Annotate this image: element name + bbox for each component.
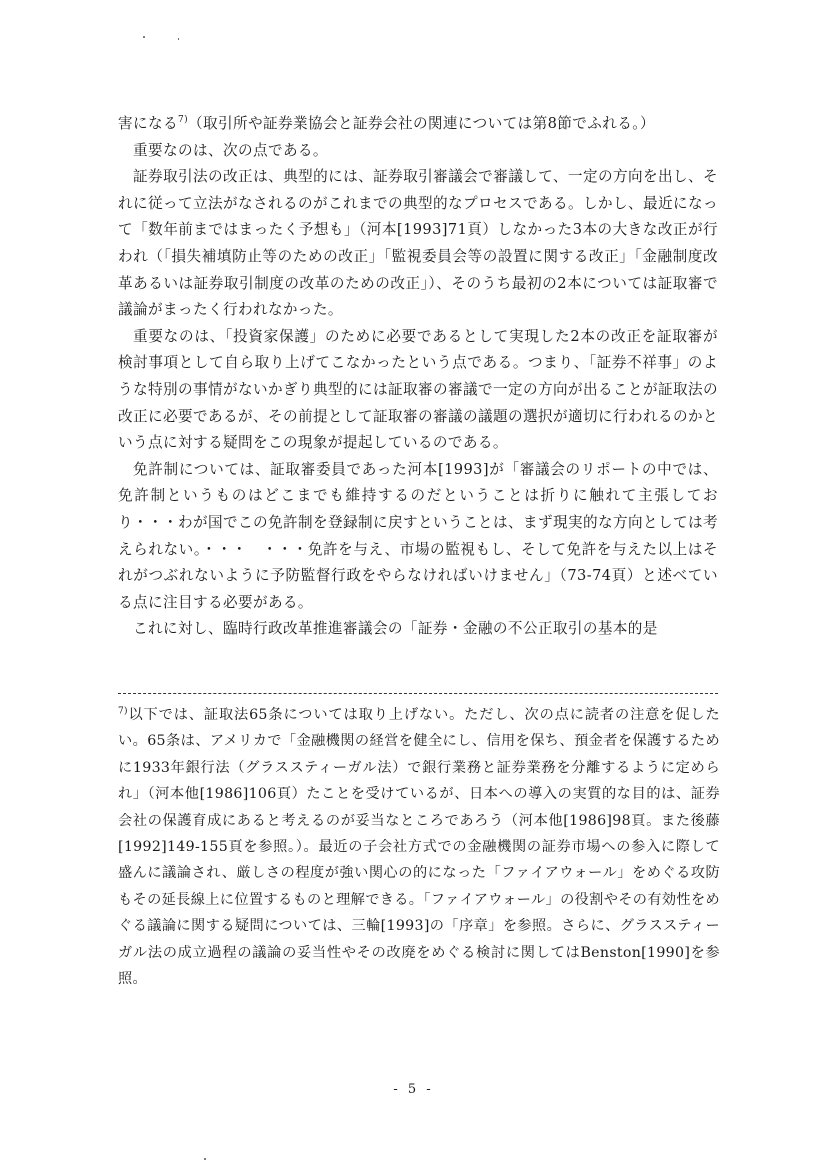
continued-text-rest: （取引所や証券業協会と証券会社の関連については第8節でふれる。） (188, 115, 655, 132)
main-body-text (118, 111, 718, 643)
continued-line (118, 111, 718, 138)
paragraph-important-point: 重要なのは、次の点である。 (133, 141, 328, 159)
scan-speck (143, 36, 145, 38)
footnote (118, 702, 720, 992)
footnote-separator (118, 693, 718, 694)
footnote-text: 以下では、証取法65条については取り上げない。ただし、次の点に読者の注意を促したい。65条は、アメリカで「金融機関の経営を健全にし、信用を保ち、預金者を保護するために1933年銀行法（グラススティーガル法）で銀行業務と証券業務を分離するように定められ」（河本他[1986]106頁）たことを受けているが、日本への導入の実質的な目的は、証券会社の保護育成にあると考えるのが妥当なところであろう（河本他[1986]98頁。また後藤[1992]149-155頁を参照。）。最近の子会社方式での金融機関の証券市場への参入に際して盛んに議論され、厳しさの程度が強い関心の的になった「ファイアウォール」をめぐる攻防もその延長線上に位置するものと理解できる。「ファイアウォール」の役割やその有効性をめぐる議論に関する疑問については、三輪[1993]の「序章」を参照。さらに、グラススティーガル法の成立過程の議論の妥当性やその改廃をめぐる検討に関してはBenston[1990]を参照。 (118, 707, 720, 988)
continued-text: 害になる (118, 115, 178, 132)
paragraph-license-system: 免許制については、証取審委員であった河本[1993]が「審議会のリポートの中では、免許制というものはどこまでも維持するのだということは折りに触れて主張しており・・・わが国でこの免許制を登録制に戻すということは、まず現実的な方向としては考えられない。・・・ ・・・免許を与え、市場の監視もし、そして免許を与えた以上はそれがつぶれないように予防監督行政をやらなければいけません」（73-74頁）と述べている点に注目する必要がある。 (118, 460, 718, 611)
scan-speck (204, 1158, 206, 1160)
paragraph-administrative-reform: これに対し、臨時行政改革推進審議会の「証券・金融の不公正取引の基本的是 (133, 620, 658, 638)
paragraph-investor-protection: 重要なのは、「投資家保護」のために必要であるとして実現した2本の改正を証取審が検討事項として自ら取り上げてこなかったという点である。つまり、「証券不祥事」のような特別の事情がないかぎり典型的には証取審の審議で一定の方向が出ることが証取法の改正に必要であるが、その前提として証取審の審議の議題の選択が適切に行われるのかという点に対する疑問をこの現象が提起しているのである。 (118, 327, 718, 452)
footnote-marker: 7) (118, 706, 128, 717)
page-number: - 5 - (393, 1082, 434, 1097)
paragraph-securities-law-reform: 証券取引法の改正は、典型的には、証券取引審議会で審議して、一定の方向を出し、それに従って立法がなされるのがこれまでの典型的なプロセスである。しかし、最近になって「数年前まではまったく予想も」（河本[1993]71頁）しなかった3本の大きな改正が行われ（「損失補填防止等のための改正」「監視委員会等の設置に関する改正」「金融制度改革あるいは証券取引制度の改革のための改正」）、そのうち最初の2本については証取審で議論がまったく行われなかった。 (118, 168, 718, 319)
scan-speck (178, 38, 179, 40)
footnote-paragraph (118, 702, 720, 992)
footnote-reference: 7) (177, 115, 189, 126)
